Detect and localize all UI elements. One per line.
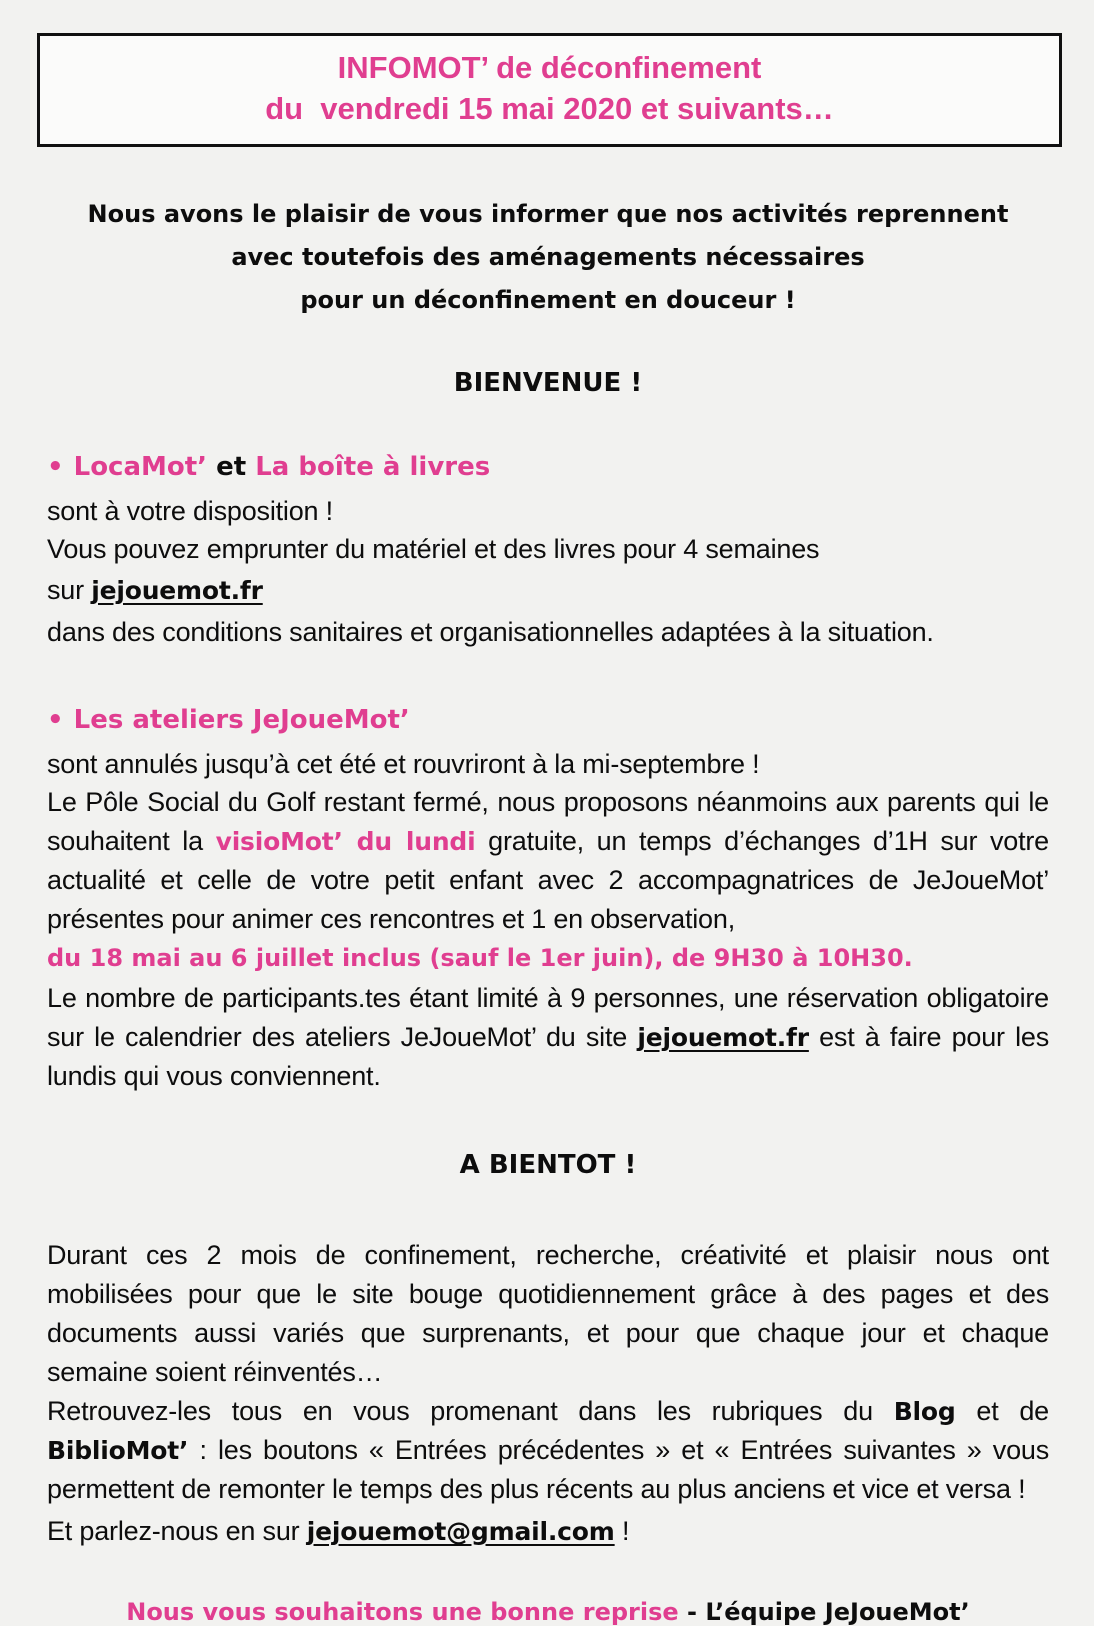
header-title-line1: INFOMOT’ de déconfinement [337,50,762,85]
jejouemot-email-link[interactable]: jejouemot@gmail.com [306,1517,615,1546]
bullet-icon: • [47,452,64,482]
intro-paragraph [47,193,1049,322]
locamot-line-1: sont à votre disposition ! [47,496,333,526]
paragraph-text: et de [955,1396,1049,1426]
blog-label: Blog [893,1397,956,1426]
bientot-heading: A BIENTOT ! [459,1150,637,1180]
closing-block [47,1236,1049,1554]
ateliers-line-1: sont annulés jusqu’à cet été et rouvriront à la mi-septembre ! [47,749,760,779]
ateliers-paragraph-1 [47,783,1049,939]
intro-line-1: Nous avons le plaisir de vous informer que nos activités reprennent [87,200,1009,228]
section-locamot-title [47,452,1049,482]
locamot-line-3 [47,568,1049,613]
dates-highlight-line: du 18 mai au 6 juillet inclus (sauf le 1er juin), de 9H30 à 10H30. [47,944,913,972]
section-ateliers-title [47,705,1049,735]
footer-signature [47,1598,1049,1626]
paragraph-text: Retrouvez-les tous en vous promenant dans les rubriques du [47,1396,894,1426]
bullet-icon: • [47,705,64,735]
footer-wish-text: Nous vous souhaitons une bonne reprise [126,1598,679,1626]
header-title-line2: du vendredi 15 mai 2020 et suivants… [265,91,834,126]
ateliers-label: Les ateliers JeJoueMot’ [73,705,410,735]
paragraph-text: Et parlez-nous en sur [47,1516,307,1546]
locamot-line-2: Vous pouvez emprunter du matériel et des livres pour 4 semaines [47,534,820,564]
footer-team-text: - L’équipe JeJoueMot’ [678,1598,970,1626]
locamot-label: LocaMot’ [73,452,208,482]
ateliers-paragraph-2 [47,979,1049,1096]
closing-paragraph-3 [47,1509,1049,1554]
header-box [37,33,1062,147]
paragraph-text: Le nombre de participants.tes étant limité à 9 personnes, une réservation obligatoire sur le calendrier des ateliers JeJoueMot’ du site [47,983,1049,1052]
intro-line-3: pour un déconfinement en douceur ! [300,286,796,314]
bibliomot-label: BiblioMot’ [47,1436,189,1465]
closing-paragraph-2 [47,1392,1049,1509]
paragraph-text: ! [614,1516,630,1546]
title-connector: et [207,452,256,482]
paragraph-text: : les boutons « Entrées précédentes » et « Entrées suivantes » vous permettent de remonter le temps des plus récents au plus anciens et vice et versa ! [47,1435,1049,1504]
closing-paragraph-1: Durant ces 2 mois de confinement, recherche, créativité et plaisir nous ont mobilisées pour que le site bouge quotidiennement grâce à des pages et des documents aussi variés que surprenants, et pour que chaque jour et chaque semaine soient réinventés… [47,1240,1049,1387]
section-ateliers [47,705,1049,1096]
section-locamot [47,452,1049,651]
welcome-heading: BIENVENUE ! [453,368,643,398]
jejouemot-site-link[interactable]: jejouemot.fr [91,576,263,605]
paragraph-text: gratuite, un temps d’échanges d’1H sur votre actualité et celle de votre petit enfant avec 2 accompagnatrices de JeJoueMot’ présentes pour animer ces rencontres et 1 en observation, [47,826,1049,934]
boite-a-livres-label: La boîte à livres [255,452,491,482]
paragraph-text: est à faire pour les lundis qui vous conviennent. [47,1022,1049,1091]
line-prefix: sur [47,575,92,605]
intro-line-2: avec toutefois des aménagements nécessaires [231,243,865,271]
visiomot-label: visioMot’ du lundi [215,827,476,856]
locamot-line-4: dans des conditions sanitaires et organisationnelles adaptées à la situation. [47,617,934,647]
jejouemot-site-link[interactable]: jejouemot.fr [637,1023,809,1052]
paragraph-text: Le Pôle Social du Golf restant fermé, nous proposons néanmoins aux parents qui le souhaitent la [47,787,1049,856]
